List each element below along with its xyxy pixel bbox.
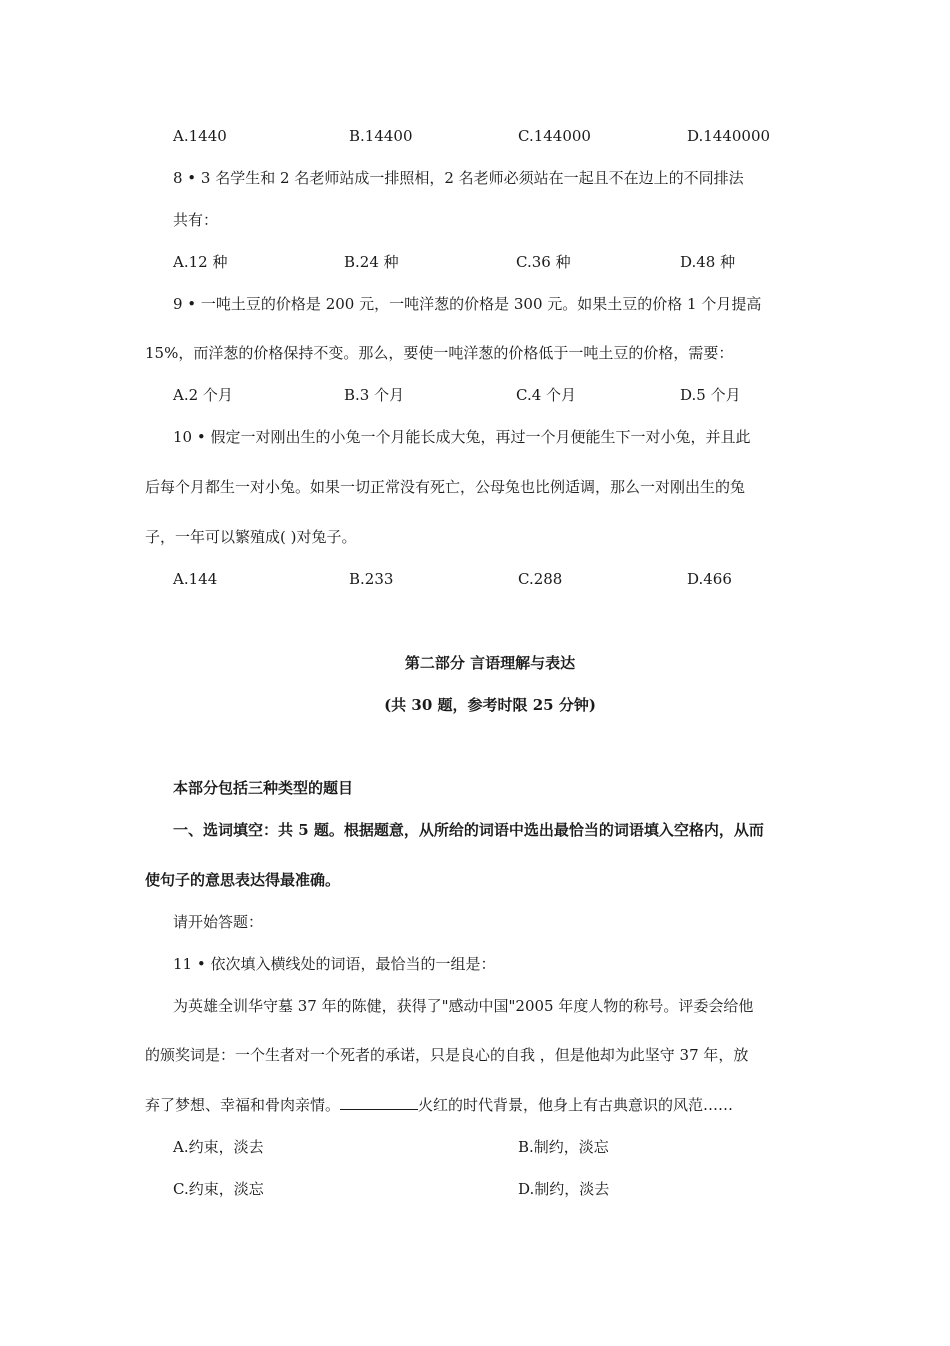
q10-option-d: D.466 [687,570,732,588]
q11-stem: 11 • 依次填入横线处的词语，最恰当的一组是： [173,955,496,973]
q11-option-a: A.约束，淡去 [173,1138,264,1156]
q9-stem-line1: 9 • 一吨土豆的价格是 200 元，一吨洋葱的价格是 300 元。如果土豆的价格 1 个月提高 [173,295,762,313]
q10-option-a: A.144 [173,570,218,588]
q10-stem-line3: 子，一年可以繁殖成( )对兔子。 [145,528,357,546]
q9-option-d: D.5 个月 [680,386,741,404]
q11-option-c: C.约束，淡忘 [173,1180,264,1198]
fill-in-blank [340,1095,418,1110]
q8-stem-line1: 8 • 3 名学生和 2 名老师站成一排照相，2 名老师必须站在一起且不在边上的不同排法 [173,169,744,187]
q8-option-b: B.24 种 [344,253,399,271]
q11-option-d: D.制约，淡去 [518,1180,610,1198]
q8-option-d: D.48 种 [680,253,736,271]
q9-option-c: C.4 个月 [516,386,577,404]
q8-option-a: A.12 种 [173,253,228,271]
q8-stem-line2: 共有： [173,211,219,229]
q9-option-b: B.3 个月 [344,386,405,404]
q7-option-a: A.1440 [173,127,227,145]
q7-option-b: B.14400 [349,127,413,145]
part2-intro: 本部分包括三种类型的题目 [173,779,354,797]
q11-passage-line1: 为英雄全训华守墓 37 年的陈健，获得了"感动中国"2005 年度人物的称号。评委会给他 [173,997,754,1015]
q10-stem-line1: 10 • 假定一对刚出生的小兔一个月能长成大兔，再过一个月便能生下一对小兔，并且此 [173,428,751,446]
part2-title: 第二部分 言语理解与表达 [404,654,576,672]
q11-passage-line2: 的颁奖词是：一个生者对一个死者的承诺，只是良心的自我 ，但是他却为此坚守 37 年，放 [145,1046,749,1064]
part2-subtitle: (共 30 题，参考时限 25 分钟) [384,696,596,714]
start-answering: 请开始答题： [173,913,264,931]
q7-option-c: C.144000 [518,127,591,145]
q11-option-b: B.制约，淡忘 [518,1138,609,1156]
q11-passage-line3-start: 弃了梦想、幸福和骨肉亲情。 [145,1096,341,1114]
q9-option-a: A.2 个月 [173,386,233,404]
q10-option-b: B.233 [349,570,394,588]
q7-option-d: D.1440000 [687,127,771,145]
q11-passage-line3 [145,1095,733,1115]
section1-instruction-line2: 使句子的意思表达得最准确。 [145,871,341,889]
q10-stem-line2: 后每个月都生一对小兔。如果一切正常没有死亡，公母兔也比例适调，那么一对刚出生的兔 [145,478,746,496]
section1-instruction-line1: 一、选词填空：共 5 题。根据题意，从所给的词语中选出最恰当的词语填入空格内，从而 [173,821,764,839]
q9-stem-line2: 15%，而洋葱的价格保持不变。那么，要使一吨洋葱的价格低于一吨土豆的价格，需要： [145,344,734,362]
q11-passage-line3-end: 火红的时代背景，他身上有古典意识的风范…… [418,1096,734,1114]
q8-option-c: C.36 种 [516,253,571,271]
q10-option-c: C.288 [518,570,563,588]
